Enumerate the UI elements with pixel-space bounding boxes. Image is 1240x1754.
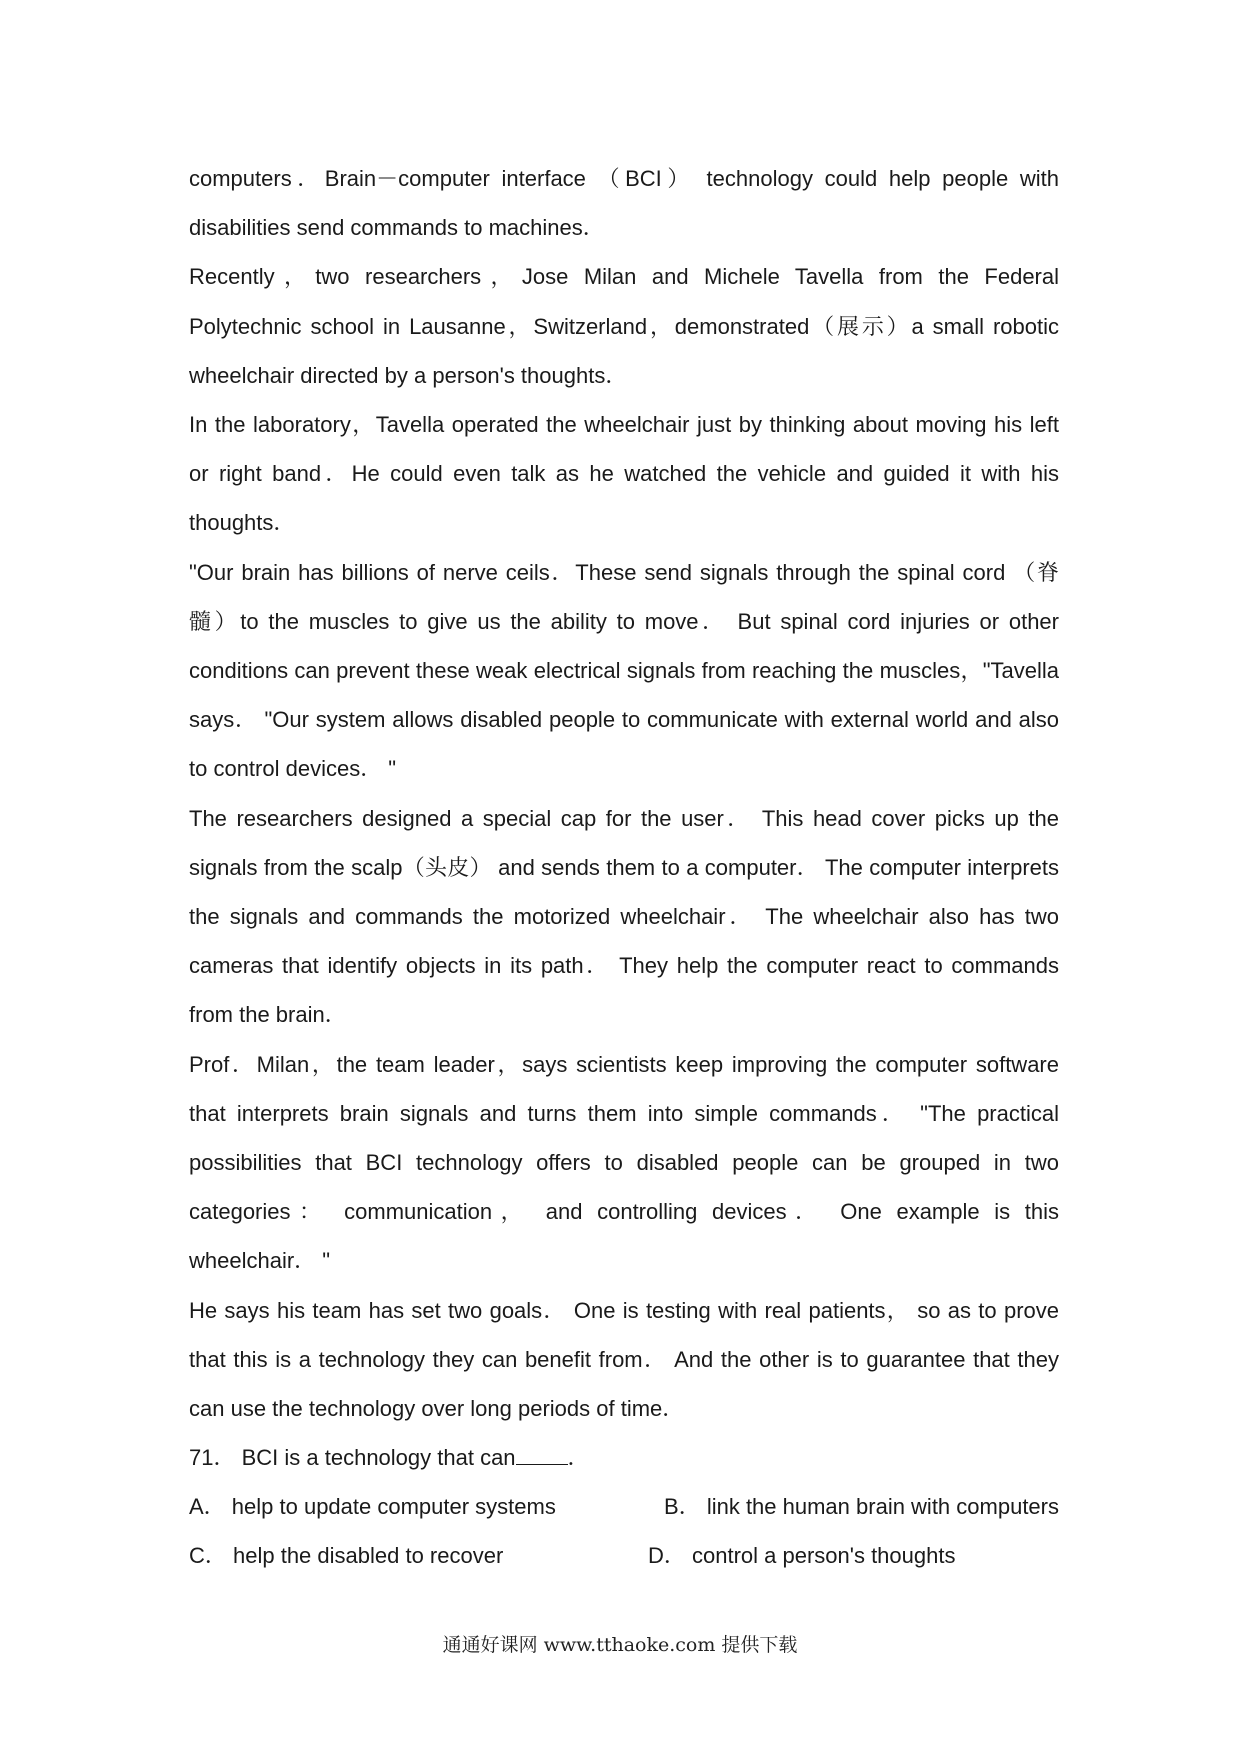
option-d: D． control a person's thoughts (648, 1543, 956, 1569)
passage-paragraph-3: In the laboratory，Tavella operated the wheelchair just by thinking about moving his left or right band．He could even talk as he watched the vehicle and guided it with his thoughts． (189, 412, 1059, 536)
answer-blank (516, 1442, 568, 1465)
question-end: ． (567, 1445, 590, 1471)
passage-paragraph-4: "Our brain has billions of nerve ceils．These send signals through the spinal cord （脊髓）to the muscles to give us the ability to move． But spinal cord injuries or other conditions can prevent these weak electrical signals from reaching the muscles，"Tavella says． "Our system allows disabled people to communicate with external world and also to control devices． " (189, 559, 1059, 782)
passage-paragraph-5: The researchers designed a special cap for the user． This head cover picks up the signals from the scalp（头皮） and sends them to a computer． The computer interprets the signals and commands the motorized wheelchair． The wheelchair also has two cameras that identify objects in its path． They help the computer react to commands from the brain． (189, 805, 1059, 1028)
passage-paragraph-1: computers．Brain－computer interface （BCI） technology could help people with disabilities send commands to machines． (189, 166, 1059, 241)
passage-paragraph-2: Recently，two researchers，Jose Milan and Michele Tavella from the Federal Polytechnic school in Lausanne，Switzerland，demonstrated（展示）a small robotic wheelchair directed by a person's thoughts． (189, 264, 1059, 388)
option-c: C． help the disabled to recover (189, 1543, 504, 1569)
passage-paragraph-6: Prof．Milan，the team leader，says scientists keep improving the computer software that interprets brain signals and turns them into simple commands． "The practical possibilities that BCI technology offers to disabled people can be grouped in two categories： communication， and controlling devices． One example is this wheelchair． " (189, 1051, 1059, 1274)
answer-options (189, 1482, 1059, 1580)
option-b: B． link the human brain with computers (664, 1494, 1059, 1520)
document-body (189, 154, 1059, 1580)
question-number: 71． (189, 1445, 236, 1471)
option-a: A． help to update computer systems (189, 1494, 556, 1520)
question-71 (189, 1433, 1059, 1482)
page-footer: 通通好课网 www.tthaoke.com 提供下载 (442, 1634, 798, 1656)
passage-paragraph-7: He says his team has set two goals． One is testing with real patients， so as to prove that this is a technology they can benefit from． And the other is to guarantee that they can use the technology over long periods of time． (189, 1297, 1059, 1422)
question-stem: BCI is a technology that can (241, 1445, 516, 1471)
